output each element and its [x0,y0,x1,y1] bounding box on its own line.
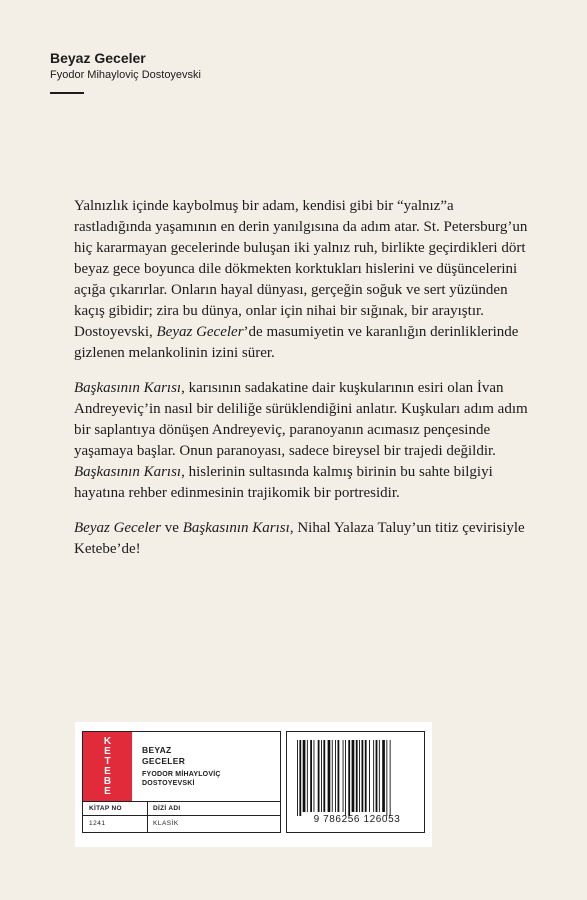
ketebe-logo [83,732,132,801]
barcode-bar [390,740,391,816]
isbn-digits: 9 786256 126053 [313,814,401,825]
divider [147,801,148,833]
barcode-bar [365,740,367,812]
barcode-bar [332,740,333,812]
barcode-bar [307,740,308,812]
label-book-no: KİTAP NO [89,805,122,812]
barcode-bar [362,740,364,812]
blurb-paragraph-2: Başkasının Karısı, karısının sadakatine dair kuşkularının esiri olan İvan Andreyeviç’in nasıl bir deliliğe sürüklendiğini anlatır. Kuşkuları adım adım bir saplantıya dönüşen Andreyeviç, paranoyanın acımasız pençesinde yaşamaya başlar. Onun paranoyası, sadece bireysel bir trajedi değildir. Başkasının Karısı, hislerinin sultasında kalmış birinin bu sahte bilgiyi hayatına rehber edinmesinin trajikomik bir portresidir. [74,380,528,501]
blurb-paragraph-1: Yalnızlık içinde kaybolmuş bir adam, kendisi gibi bir “yalnız”a rastladığında yaşamının en derin yanılgısına da adım atar. St. Petersburg’un hiç kararmayan gecelerinde buluşan iki yalnız ruh, birlikte geçirdikleri dört beyaz gece boyunca dile dökmekten korktukları hislerini ve düşüncelerini açığa çıkarırlar. Onların hayal dünyası, gerçeğin soğuk ve sert yüzünden kaçış gibidir; zira bu dünya, onlar için nihai bir sığınak, bir arayıştır. Dostoyevski, Beyaz Geceler’de masumiyetin ve karanlığın derinliklerinde gizlenen melankolinin izini sürer. [74,198,528,361]
back-cover-blurb [74,196,534,574]
colophon-panel [75,722,432,847]
barcode-bar [318,740,320,812]
barcode-bar [335,740,336,812]
barcode-bar [356,740,358,812]
barcode-bar [345,740,346,816]
book-title-italic: Beyaz Geceler [156,324,244,340]
barcode-bar [303,740,306,812]
header-rule [50,92,84,94]
barcode-bar [376,740,378,812]
barcode-bar [379,740,380,812]
barcode-bar [348,740,350,816]
barcode-box [286,731,425,833]
value-book-no: 1241 [89,820,106,827]
barcode-bar [373,740,374,812]
barcode-bar [369,740,370,812]
divider [83,801,280,802]
barcode-bar [343,740,344,812]
value-series: KLASİK [153,820,179,827]
blurb-paragraph-3: Beyaz Geceler ve Başkasının Karısı, Nihal Yalaza Taluy’un titiz çevirisiyle Ketebe’de! [74,520,525,557]
barcode-bar [314,740,315,812]
barcode-bar [323,740,325,812]
colophon-author: FYODOR MİHAYLOVİÇ DOSTOYEVSKİ [142,771,221,787]
book-title-italic: Başkasının Karısı, [182,520,294,536]
book-title: Beyaz Geceler [50,50,146,66]
barcode-bar [359,740,360,812]
book-title-italic: Başkasının Karısı [74,380,182,396]
header [50,50,201,94]
book-author: Fyodor Mihayloviç Dostoyevski [50,69,201,81]
book-title-italic: Beyaz Geceler [74,520,162,536]
barcode-bar [328,740,331,812]
label-series: DİZİ ADI [153,805,181,812]
barcode-bar [386,740,387,816]
barcode-bar [297,740,298,816]
book-title-italic: Başkasının Karısı [74,464,182,480]
barcode-bar [382,740,385,812]
logo-letters: K E T E B E [103,735,112,797]
barcode-bar [352,740,355,812]
colophon-title: BEYAZ GECELER [142,745,186,766]
divider [83,815,280,816]
barcode-bar [310,740,312,812]
barcode-bar [338,740,340,812]
barcode-bar [299,740,301,816]
book-info-box [82,731,281,833]
barcode-bar [321,740,322,812]
